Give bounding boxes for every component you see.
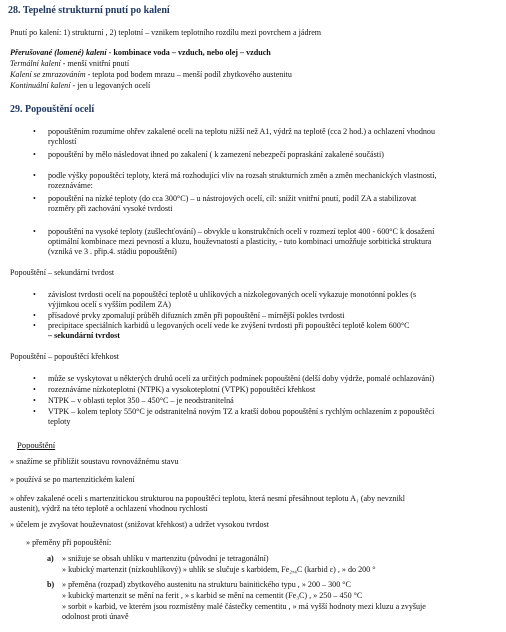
brittleness-title: Popouštění – popouštěcí křehkost <box>10 352 120 361</box>
bullet-icon: • <box>33 290 36 299</box>
list-item: precipitace speciálních karbidů u legovaných ocelí vede ke zvýšení tvrdosti při popouštěcí teplotě kolem 600°C <box>48 321 410 330</box>
bullet-icon: • <box>33 396 36 405</box>
list-item: závislost tvrdosti ocelí na popouštěcí teplotě u uhlíkových a nízkolegovaných ocelí vykazuje monotónní pokles (s <box>48 290 417 299</box>
bullet-icon: • <box>33 171 36 180</box>
continuous-quench-label: Kontinuální kalení <box>10 81 71 90</box>
tempering-item-cont: austenit), výdrž na této teplotě a ochlazení vhodnou rychlostí <box>10 504 208 513</box>
continuous-quench-line <box>10 81 150 91</box>
list-item-cont: rozměry při zachování vysoké tvrdosti <box>48 204 173 213</box>
freeze-quench-line <box>10 70 292 80</box>
list-item-cont: teploty <box>48 417 71 426</box>
tempering-item: » ohřev zakalené oceli s martenzitickou strukturou na popouštěcí teplotu, která nesmí přesáhnout teplotu A₁ (aby nevznikl <box>10 494 406 503</box>
section-28-heading: 28. Tepelné strukturní pnutí po kalení <box>8 5 170 16</box>
bullet-icon: • <box>33 311 36 320</box>
list-item: popouštěním rozumíme ohřev zakalené oceli na teplotu nižší než A1, výdrž na teplotě (cca 2 hod.) a ochlazení vhodnou <box>48 127 436 136</box>
bullet-icon: • <box>33 227 36 236</box>
change-b-line: odolnost proti únavě <box>62 612 129 621</box>
terminal-quench-text: - menší vnitřní pnutí <box>60 59 130 68</box>
list-item-cont: rychlostí <box>48 137 77 146</box>
list-item: popouštění na vysoké teploty (zušlechťování) – obvykle u konstrukčních ocelí v rozmezí teplot 400 - 600°C k dosažení <box>48 227 435 236</box>
list-item: VTPK – kolem teploty 550°C je odstranitelná novým TZ a kratší dobou popouštění s rychlým ochlazením z popouštěcí <box>48 407 435 416</box>
freeze-quench-label: Kalení se zmrazováním <box>10 70 86 79</box>
list-item: NTPK – v oblasti teplot 350 – 450°C – je neodstranitelná <box>48 396 234 405</box>
list-item-cont: – sekundární tvrdost <box>48 331 120 340</box>
list-item-cont: (vzniká ve 3 . přip.4. stádiu popouštění) <box>48 247 177 256</box>
list-item: popouštění by mělo následovat ihned po zakalení ( k zamezení nebezpečí popraskání zakalené součásti) <box>48 150 384 159</box>
terminal-quench-line <box>10 59 129 69</box>
change-b-line: » přeměna (rozpad) zbytkového austenitu na strukturu bainitického typu , » 200 – 300 °C <box>62 580 351 589</box>
interrupted-quench-line <box>10 48 271 58</box>
secondary-hardness-title: Popouštění – sekundární tvrdost <box>10 268 115 277</box>
bullet-icon: • <box>33 321 36 330</box>
tempering-title: Popouštění <box>17 440 56 450</box>
interrupted-quench-label: Přerušované (lomené) kalení <box>10 48 107 57</box>
bullet-icon: • <box>33 150 36 159</box>
list-item: podle výšky popouštěcí teploty, která má rozhodující vliv na rozsah strukturních změn a změn mechanických vlastností, <box>48 171 437 180</box>
change-a-line: » kubický martenzit (nízkouhlíkový) » uhlík se slučuje s karbidem, Fe₂,₄C (karbid ε) , » do 200 ° <box>62 565 376 574</box>
continuous-quench-text: - jen u legovaných ocelí <box>70 81 151 90</box>
list-item-cont: rozeznáváme: <box>48 181 93 190</box>
tempering-item: » snažíme se přiblížit soustavu rovnovážnému stavu <box>10 457 179 466</box>
list-item: přísadové prvky zpomalují průběh difuzních změn při popouštění – mírnější pokles tvrdosti <box>48 311 345 320</box>
bullet-icon: • <box>33 374 36 383</box>
changes-title: » přeměny při popouštění: <box>26 538 112 547</box>
list-item: může se vyskytovat u některých druhů ocelí za určitých podmínek popouštění (delší doby výdrže, pomalé ochlazování) <box>48 374 435 383</box>
section-29-heading: 29. Popouštění ocelí <box>10 104 95 115</box>
bullet-icon: • <box>33 194 36 203</box>
change-b-line: » sorbit » karbid, ve kterém jsou rozmístěny malé částečky cementitu , » má vyšší hodnoty mezi kluzu a zvyšuje <box>62 602 426 611</box>
change-a-line: » snižuje se obsah uhlíku v martenzitu (původní je tetragonální) <box>62 554 269 563</box>
change-b-label: b) <box>47 580 55 589</box>
stress-intro: Pnutí po kalení: 1) strukturní , 2) teplotní – vznikem teplotního rozdílu mezi povrchem a jádrem <box>10 28 322 37</box>
bullet-icon: • <box>33 385 36 394</box>
change-b-line: » kubický martenzit se mění na ferit , » s karbid se mění na cementit (Fe₃C) , » 250 – 450 °C <box>62 591 363 600</box>
change-a-label: a) <box>47 554 54 563</box>
freeze-quench-text: - teplota pod bodem mrazu – menší podíl zbytkového austenitu <box>85 70 292 79</box>
tempering-item: » používá se po martenzitickém kalení <box>10 475 135 484</box>
tempering-item: » účelem je zvyšovat houževnatost (snižovat křehkost) a udržet vysokou tvrdost <box>10 520 269 529</box>
bullet-icon: • <box>33 407 36 416</box>
list-item: popouštění na nízké teploty (do cca 300°C) – u nástrojových ocelí, cíl: snížit vnitřní pnutí, podíl ZA a stabilizovat <box>48 194 417 203</box>
terminal-quench-label: Termální kalení <box>10 59 61 68</box>
interrupted-quench-text: - kombinace voda – vzduch, nebo olej – vzduch <box>106 48 271 57</box>
list-item-cont: výjimkou ocelí s vyšším podílem ZA) <box>48 300 171 309</box>
list-item: rozeznáváme nízkoteplotní (NTPK) a vysokoteplotní (VTPK) popouštěcí křehkost <box>48 385 316 394</box>
list-item-cont: optimální kombinace mezi pevností a kluzu, houževnatostí a plasticity, - tuto kombinaci umožňuje sorbitická struktura <box>48 237 432 246</box>
bullet-icon: • <box>33 127 36 136</box>
